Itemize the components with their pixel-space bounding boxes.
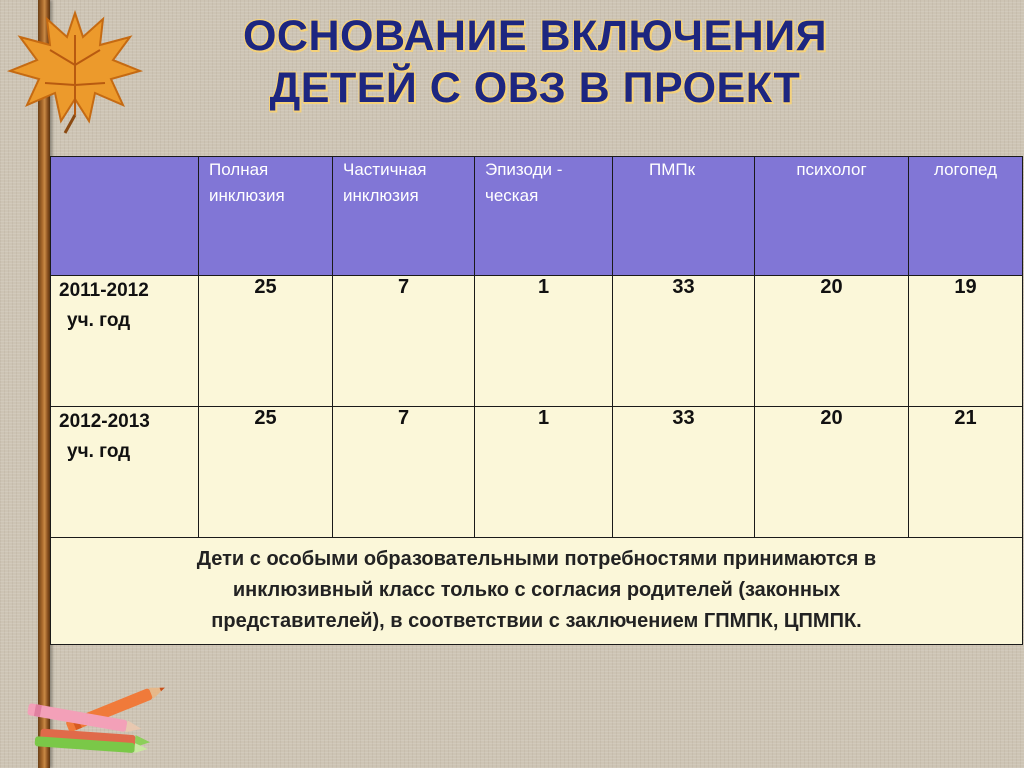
title-line-1: ОСНОВАНИЕ ВКЛЮЧЕНИЯ [242,12,828,60]
header-label: ПМПк [649,160,696,179]
header-label: инклюзия [343,186,419,205]
note-row [51,538,1023,645]
header-label: инклюзия [209,186,285,205]
note-cell [51,538,1023,645]
header-speech-therapist [909,157,1023,276]
table-header-row [51,157,1023,276]
value-cell: 21 [909,407,1023,538]
statistics-table [50,156,1023,645]
value-cell: 1 [475,276,613,407]
header-label: психолог [796,160,867,179]
table-row [51,276,1023,407]
note-line: представителей), в соответствии с заключением ГПМПК, ЦПМПК. [211,610,862,632]
autumn-leaf-icon [5,5,145,135]
year-label: 2011-2012 [59,280,149,301]
page-title [150,10,920,114]
table-row [51,407,1023,538]
title-line-2: ДЕТЕЙ С ОВЗ В ПРОЕКТ [269,64,801,112]
value-cell: 1 [475,407,613,538]
value-cell: 25 [199,276,333,407]
value-cell: 25 [199,407,333,538]
crayons-icon [10,682,180,762]
year-cell [51,276,199,407]
header-partial-inclusion [333,157,475,276]
header-label: логопед [933,160,998,179]
year-sub-label: уч. год [67,441,131,462]
header-label: Эпизоди - [485,160,563,179]
value-cell: 7 [333,407,475,538]
value-cell: 7 [333,276,475,407]
value-cell: 20 [755,276,909,407]
year-cell [51,407,199,538]
value-cell: 33 [613,276,755,407]
value-cell: 33 [613,407,755,538]
header-label: Полная [209,160,269,179]
value-cell: 19 [909,276,1023,407]
note-line: инклюзивный класс только с согласия родителей (законных [232,579,841,601]
header-label: Частичная [343,160,427,179]
header-psychologist [755,157,909,276]
header-label: ческая [485,186,539,205]
note-line: Дети с особыми образовательными потребностями принимаются в [196,548,877,570]
header-empty-cell [51,157,199,276]
year-label: 2012-2013 [59,411,150,432]
header-full-inclusion [199,157,333,276]
value-cell: 20 [755,407,909,538]
header-pmpk [613,157,755,276]
year-sub-label: уч. год [67,310,131,331]
header-episodic [475,157,613,276]
